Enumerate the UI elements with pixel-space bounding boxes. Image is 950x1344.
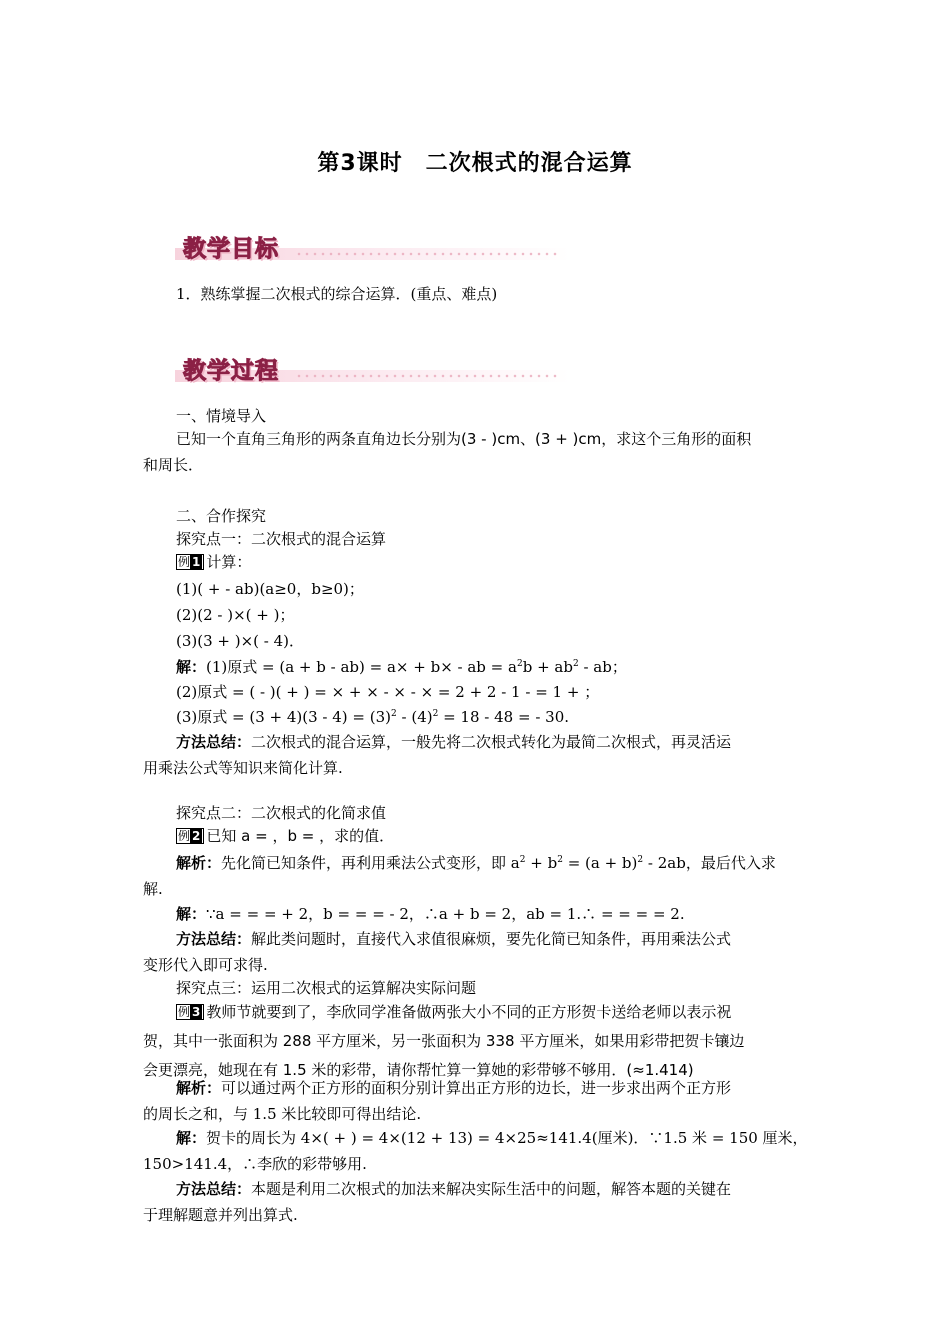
method-summary-3 bbox=[143, 1176, 808, 1228]
banner-dots bbox=[295, 250, 560, 258]
analysis-label: 解析： bbox=[176, 1079, 222, 1097]
banner-label: 教学目标 bbox=[183, 236, 279, 262]
solution-2-block bbox=[176, 903, 685, 925]
banner-process bbox=[175, 352, 570, 384]
summary-text: 本题是利用二次根式的加法来解决实际生活中的问题，解答本题的关键在 bbox=[251, 1180, 732, 1198]
intro-text-line: 和周长． bbox=[143, 456, 204, 474]
analysis-text: 的周长之和，与 1.5 米比较即可得出结论. bbox=[143, 1105, 422, 1123]
analysis-label: 解析： bbox=[176, 854, 222, 872]
analysis-3 bbox=[143, 1075, 808, 1127]
analysis-text: 先化简已知条件，再利用乘法公式变形，即 a bbox=[221, 854, 520, 872]
page-title: 第3课时 二次根式的混合运算 bbox=[317, 151, 633, 176]
analysis-text: 解. bbox=[143, 880, 163, 898]
method-summary-1 bbox=[143, 729, 808, 781]
point-heading: 探究点二：二次根式的化简求值 bbox=[176, 804, 387, 822]
solution-1 bbox=[176, 656, 627, 678]
method-summary-2 bbox=[143, 926, 808, 978]
superscript: 2 bbox=[637, 855, 644, 865]
example-number: 2 bbox=[192, 829, 201, 843]
point-heading: 探究点三：运用二次根式的运算解决实际问题 bbox=[176, 979, 477, 997]
solution-text: = 18 - 48 = - 30. bbox=[438, 708, 570, 726]
solution-text: ∵a = = = + 2，b = = = - 2，∴a + b = 2，ab = 1.∴ = = = = 2. bbox=[206, 905, 685, 923]
example-tag: 例 bbox=[178, 829, 191, 843]
summary-label: 方法总结： bbox=[176, 930, 252, 948]
solution-text: b + ab bbox=[522, 658, 573, 676]
superscript: 2 bbox=[557, 855, 563, 865]
solution-2: (2)原式 = ( - )( + ) = × + × - × - × = 2 + 2 - 1 - = 1 + ； bbox=[176, 683, 600, 701]
superscript: 2 bbox=[391, 709, 397, 719]
analysis-text: - 2ab，最后代入求 bbox=[643, 854, 776, 872]
solution-3-block bbox=[143, 1125, 808, 1177]
analysis-text: 可以通过两个正方形的面积分别计算出正方形的边长，进一步求出两个正方形 bbox=[221, 1079, 732, 1097]
intro-text-line: 已知一个直角三角形的两条直角边长分别为(3 - )cm、(3 + )cm，求这个三角形的面积 bbox=[176, 430, 752, 448]
summary-label: 方法总结： bbox=[176, 1180, 252, 1198]
summary-text: 用乘法公式等知识来简化计算. bbox=[143, 759, 343, 777]
summary-label: 方法总结： bbox=[176, 733, 252, 751]
solution-text: 贺卡的周长为 4×( + ) = 4×(12 + 13) = 4×25≈141.4(厘米)．∵1.5 米 = 150 厘米， bbox=[206, 1129, 808, 1147]
solution-text: - ab； bbox=[578, 658, 627, 676]
question-2: (2)(2 - )×( + )； bbox=[176, 606, 295, 624]
objective-item-1: 1．熟练掌握二次根式的综合运算．(重点、难点) bbox=[176, 285, 498, 303]
section-heading: 一、情境导入 bbox=[176, 407, 267, 425]
solution-label: 解： bbox=[176, 1129, 207, 1147]
example-badge bbox=[176, 828, 204, 844]
example-tag: 例 bbox=[178, 1005, 191, 1019]
solution-label: 解： bbox=[176, 658, 207, 676]
example-text: 会更漂亮，她现在有 1.5 米的彩带，请你帮忙算一算她的彩带够不够用．(≈1.414) bbox=[143, 1061, 694, 1079]
example-text: 计算： bbox=[206, 553, 252, 571]
banner-objectives bbox=[175, 230, 570, 262]
example-text: 已知 a = ，b = ，求的值． bbox=[206, 827, 395, 845]
question-1: (1)( + - ab)(a≥0，b≥0)； bbox=[176, 580, 364, 598]
example-3 bbox=[143, 998, 808, 1085]
solution-label: 解： bbox=[176, 905, 207, 923]
example-1 bbox=[176, 551, 251, 573]
summary-text: 解此类问题时，直接代入求值很麻烦，要先化简已知条件，再用乘法公式 bbox=[251, 930, 732, 948]
example-text: 贺，其中一张面积为 288 平方厘米，另一张面积为 338 平方厘米，如果用彩带把贺卡镶边 bbox=[143, 1032, 745, 1050]
analysis-text: = (a + b) bbox=[562, 854, 638, 872]
summary-text: 变形代入即可求得. bbox=[143, 956, 268, 974]
example-2 bbox=[176, 825, 394, 847]
analysis-text: + b bbox=[525, 854, 558, 872]
summary-text: 于理解题意并列出算式. bbox=[143, 1206, 298, 1224]
summary-text: 二次根式的混合运算，一般先将二次根式转化为最简二次根式，再灵活运 bbox=[251, 733, 732, 751]
example-text: 教师节就要到了，李欣同学准备做两张大小不同的正方形贺卡送给老师以表示祝 bbox=[206, 1003, 732, 1021]
solution-text: 150>141.4，∴李欣的彩带够用. bbox=[143, 1155, 367, 1173]
superscript: 2 bbox=[572, 659, 579, 669]
superscript: 2 bbox=[516, 659, 523, 669]
example-badge bbox=[176, 1004, 204, 1020]
example-badge bbox=[176, 554, 204, 570]
analysis-2 bbox=[143, 850, 808, 902]
banner-label: 教学过程 bbox=[183, 358, 279, 384]
example-number: 1 bbox=[192, 555, 201, 569]
banner-dots bbox=[295, 372, 560, 380]
solution-text: (3)原式 = (3 + 4)(3 - 4) = (3) bbox=[176, 708, 391, 726]
superscript: 2 bbox=[432, 709, 439, 719]
solution-text: - (4) bbox=[396, 708, 433, 726]
solution-text: (1)原式 = (a + b - ab) = a× + b× - ab = a bbox=[206, 658, 517, 676]
point-heading: 探究点一：二次根式的混合运算 bbox=[176, 530, 387, 548]
example-tag: 例 bbox=[178, 555, 191, 569]
section-heading: 二、合作探究 bbox=[176, 507, 267, 525]
question-3: (3)(3 + )×( - 4)． bbox=[176, 632, 305, 650]
example-number: 3 bbox=[192, 1005, 201, 1019]
solution-3 bbox=[176, 706, 569, 728]
superscript: 2 bbox=[519, 855, 526, 865]
intro-paragraph bbox=[143, 426, 808, 478]
